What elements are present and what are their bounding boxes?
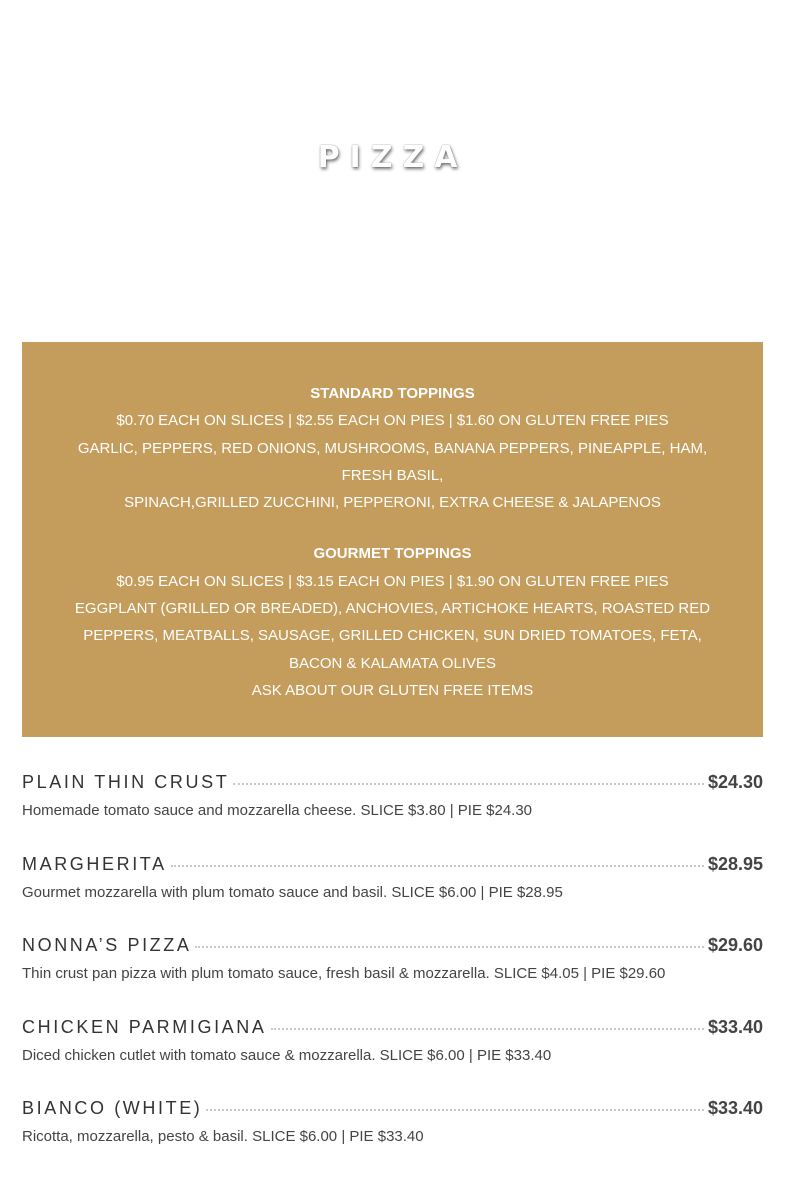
menu-item-price: $33.40 <box>707 1016 763 1037</box>
dotted-leader <box>206 1109 704 1111</box>
standard-toppings-line: FRESH BASIL, <box>341 466 444 484</box>
menu-item-header <box>22 772 763 800</box>
menu-item-name: NONNA’S PIZZA <box>22 935 192 955</box>
menu-item-header <box>22 1017 763 1045</box>
menu-item-name: PLAIN THIN CRUST <box>22 772 230 792</box>
menu-item-header <box>22 854 763 882</box>
menu-item-price: $28.95 <box>707 853 763 874</box>
pizza-menu-list <box>22 772 763 1180</box>
menu-item-price: $24.30 <box>707 772 763 792</box>
dotted-leader <box>171 865 704 867</box>
standard-toppings-heading: STANDARD TOPPINGS <box>310 385 475 402</box>
menu-item-description: Thin crust pan pizza with plum tomato sauce, fresh basil & mozzarella. SLICE $4.05 | PIE $29.60 <box>22 965 666 982</box>
menu-item-name: CHICKEN PARMIGIANA <box>22 1016 267 1037</box>
gourmet-toppings-heading: GOURMET TOPPINGS <box>313 545 472 563</box>
menu-item-description: Diced chicken cutlet with tomato sauce & mozzarella. SLICE $6.00 | PIE $33.40 <box>22 1046 552 1064</box>
menu-item-header <box>22 1098 763 1126</box>
gourmet-toppings-line: EGGPLANT (GRILLED OR BREADED), ANCHOVIES, ARTICHOKE HEARTS, ROASTED RED <box>74 600 711 618</box>
menu-item-description: Ricotta, mozzarella, pesto & basil. SLICE $6.00 | PIE $33.40 <box>22 1128 424 1145</box>
dotted-leader <box>271 1028 704 1030</box>
toppings-spacer <box>22 516 763 540</box>
standard-toppings-line: SPINACH,GRILLED ZUCCHINI, PEPPERONI, EXTRA CHEESE & JALAPENOS <box>124 494 661 512</box>
menu-item-description: Gourmet mozzarella with plum tomato sauce and basil. SLICE $6.00 | PIE $28.95 <box>22 883 563 901</box>
menu-item-name: BIANCO (WHITE) <box>22 1098 203 1118</box>
menu-item <box>22 1017 763 1099</box>
standard-toppings-line: GARLIC, PEPPERS, RED ONIONS, MUSHROOMS, BANANA PEPPERS, PINEAPPLE, HAM, <box>77 439 708 457</box>
page-title: PIZZA <box>317 140 468 175</box>
menu-item-header <box>22 935 763 963</box>
menu-item <box>22 1098 763 1180</box>
standard-toppings-pricing: $0.70 EACH ON SLICES | $2.55 EACH ON PIES | $1.60 ON GLUTEN FREE PIES <box>116 412 669 430</box>
menu-item <box>22 854 763 936</box>
gourmet-toppings-line: PEPPERS, MEATBALLS, SAUSAGE, GRILLED CHICKEN, SUN DRIED TOMATOES, FETA, <box>83 627 702 645</box>
gourmet-toppings-line: BACON & KALAMATA OLIVES <box>288 654 496 672</box>
dotted-leader <box>233 783 704 785</box>
menu-item <box>22 935 763 1017</box>
menu-item-price: $33.40 <box>707 1098 763 1118</box>
menu-item <box>22 772 763 854</box>
gluten-free-note: ASK ABOUT OUR GLUTEN FREE ITEMS <box>251 681 534 699</box>
gourmet-toppings-pricing: $0.95 EACH ON SLICES | $3.15 EACH ON PIES | $1.90 ON GLUTEN FREE PIES <box>116 572 669 590</box>
menu-item-name: MARGHERITA <box>22 853 167 874</box>
dotted-leader <box>195 946 703 948</box>
menu-item-description: Homemade tomato sauce and mozzarella cheese. SLICE $3.80 | PIE $24.30 <box>22 802 533 819</box>
menu-item-price: $29.60 <box>707 935 763 955</box>
toppings-panel <box>22 342 763 737</box>
